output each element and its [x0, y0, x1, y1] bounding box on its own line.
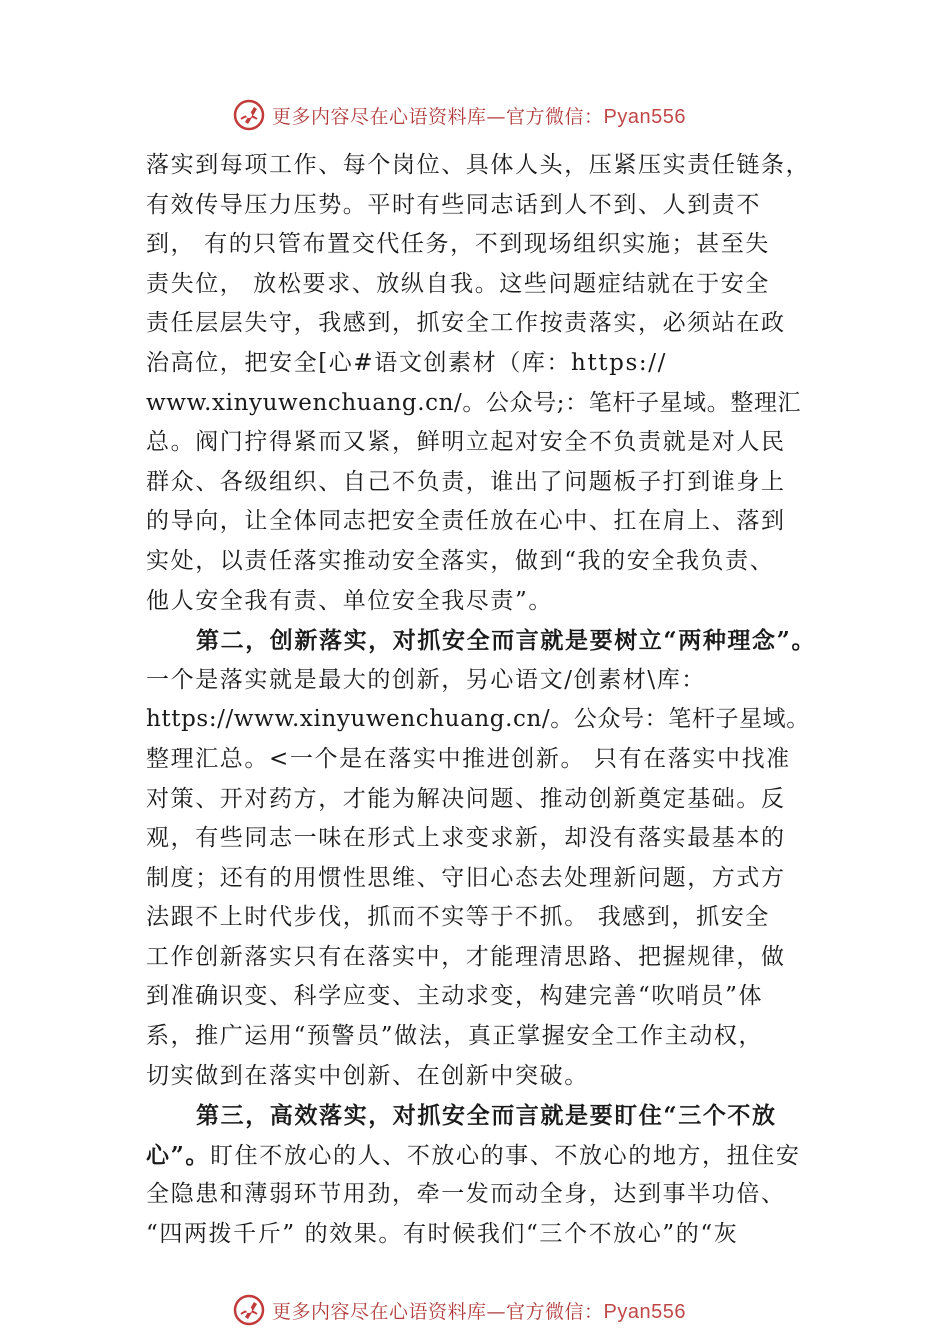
text-line: 法跟不上时代步伐，抓而不实等于不抓。 我感到，抓安全	[146, 904, 770, 931]
text-line: 对策、开对药方，才能为解决问题、推动创新奠定基础。反	[146, 785, 786, 812]
header-wechat-id: Pyan556	[603, 105, 686, 128]
text-line: 治高位，把安全[心#语文创素材（库：https://	[146, 349, 667, 376]
text-line: 有效传导压力压势。平时有些同志话到人不到、人到责不	[146, 191, 761, 218]
text-line: www.xinyuwenchuang.cn/。公众号;：笔杆子星域。整理汇	[146, 389, 802, 416]
footer-banner-label: 更多内容尽在心语资料库—官方微信：	[272, 1300, 604, 1323]
text-line: 观，有些同志一味在形式上求变求新，却没有落实最基本的	[146, 825, 786, 852]
text-line: 的导向，让全体同志把安全责任放在心中、扛在肩上、落到	[146, 508, 786, 535]
header-banner-text	[272, 102, 686, 129]
text-line: 到， 有的只管布置交代任务，不到现场组织实施；甚至失	[146, 231, 770, 258]
text-line: 系，推广运用“预警员”做法，真正掌握安全工作主动权，	[146, 1023, 764, 1050]
text-line: 制度；还有的用惯性思维、守旧心态去处理新问题，方式方	[146, 864, 786, 891]
heading-continuation: 心”。	[146, 1141, 211, 1169]
text-line: “四两拨千斤” 的效果。有时候我们“三个不放心”的“灰	[146, 1221, 739, 1248]
header-banner-label: 更多内容尽在心语资料库—官方微信：	[272, 105, 604, 128]
text-line: 到准确识变、科学应变、主动求变，构建完善“吹哨员”体	[146, 983, 764, 1010]
footer-banner-text	[272, 1297, 686, 1324]
footer-wechat-id: Pyan556	[603, 1300, 686, 1323]
text-line: 整理汇总。<一个是在落实中推进创新。 只有在落实中找准	[146, 745, 791, 772]
section-heading: 第二，创新落实，对抓安全而言就是要树立“两种理念”。	[196, 627, 817, 655]
line-remainder: 盯住不放心的人、不放心的事、不放心的地方，扭住安	[210, 1142, 801, 1169]
text-line: 实处，以责任落实推动安全落实，做到“我的安全我负责、	[146, 547, 775, 574]
text-line: 他人安全我有责、单位安全我尽责”。	[146, 587, 553, 614]
document-body	[146, 146, 818, 1255]
page-header-banner	[232, 95, 686, 135]
book-pen-logo-icon	[232, 98, 266, 132]
page-footer-banner	[232, 1290, 686, 1330]
book-pen-logo-icon	[232, 1293, 266, 1327]
text-line: 工作创新落实只有在落实中，才能理清思路、把握规律，做	[146, 943, 786, 970]
text-line: 责失位， 放松要求、放纵自我。这些问题症结就在于安全	[146, 270, 770, 297]
section-heading: 第三，高效落实，对抓安全而言就是要盯住“三个不放	[196, 1102, 777, 1130]
text-line: 切实做到在落实中创新、在创新中突破。	[146, 1062, 589, 1089]
text-line	[146, 1136, 818, 1176]
text-line: 总。阀门拧得紧而又紧，鲜明立起对安全不负责就是对人民	[146, 429, 786, 456]
text-line: 全隐患和薄弱环节用劲，牵一发而动全身，达到事半功倍、	[146, 1181, 786, 1208]
text-line: 群众、各级组织、自己不负责，谁出了问题板子打到谁身上	[146, 468, 786, 495]
text-line: 一个是落实就是最大的创新，另心语文/创素材\库：	[146, 666, 706, 693]
text-line: 责任层层失守，我感到，抓安全工作按责落实，必须站在政	[146, 310, 786, 337]
text-line: https://www.xinyuwenchuang.cn/。公众号：笔杆子星域。	[146, 706, 810, 733]
text-line: 落实到每项工作、每个岗位、具体人头，压紧压实责任链条，	[146, 152, 811, 178]
